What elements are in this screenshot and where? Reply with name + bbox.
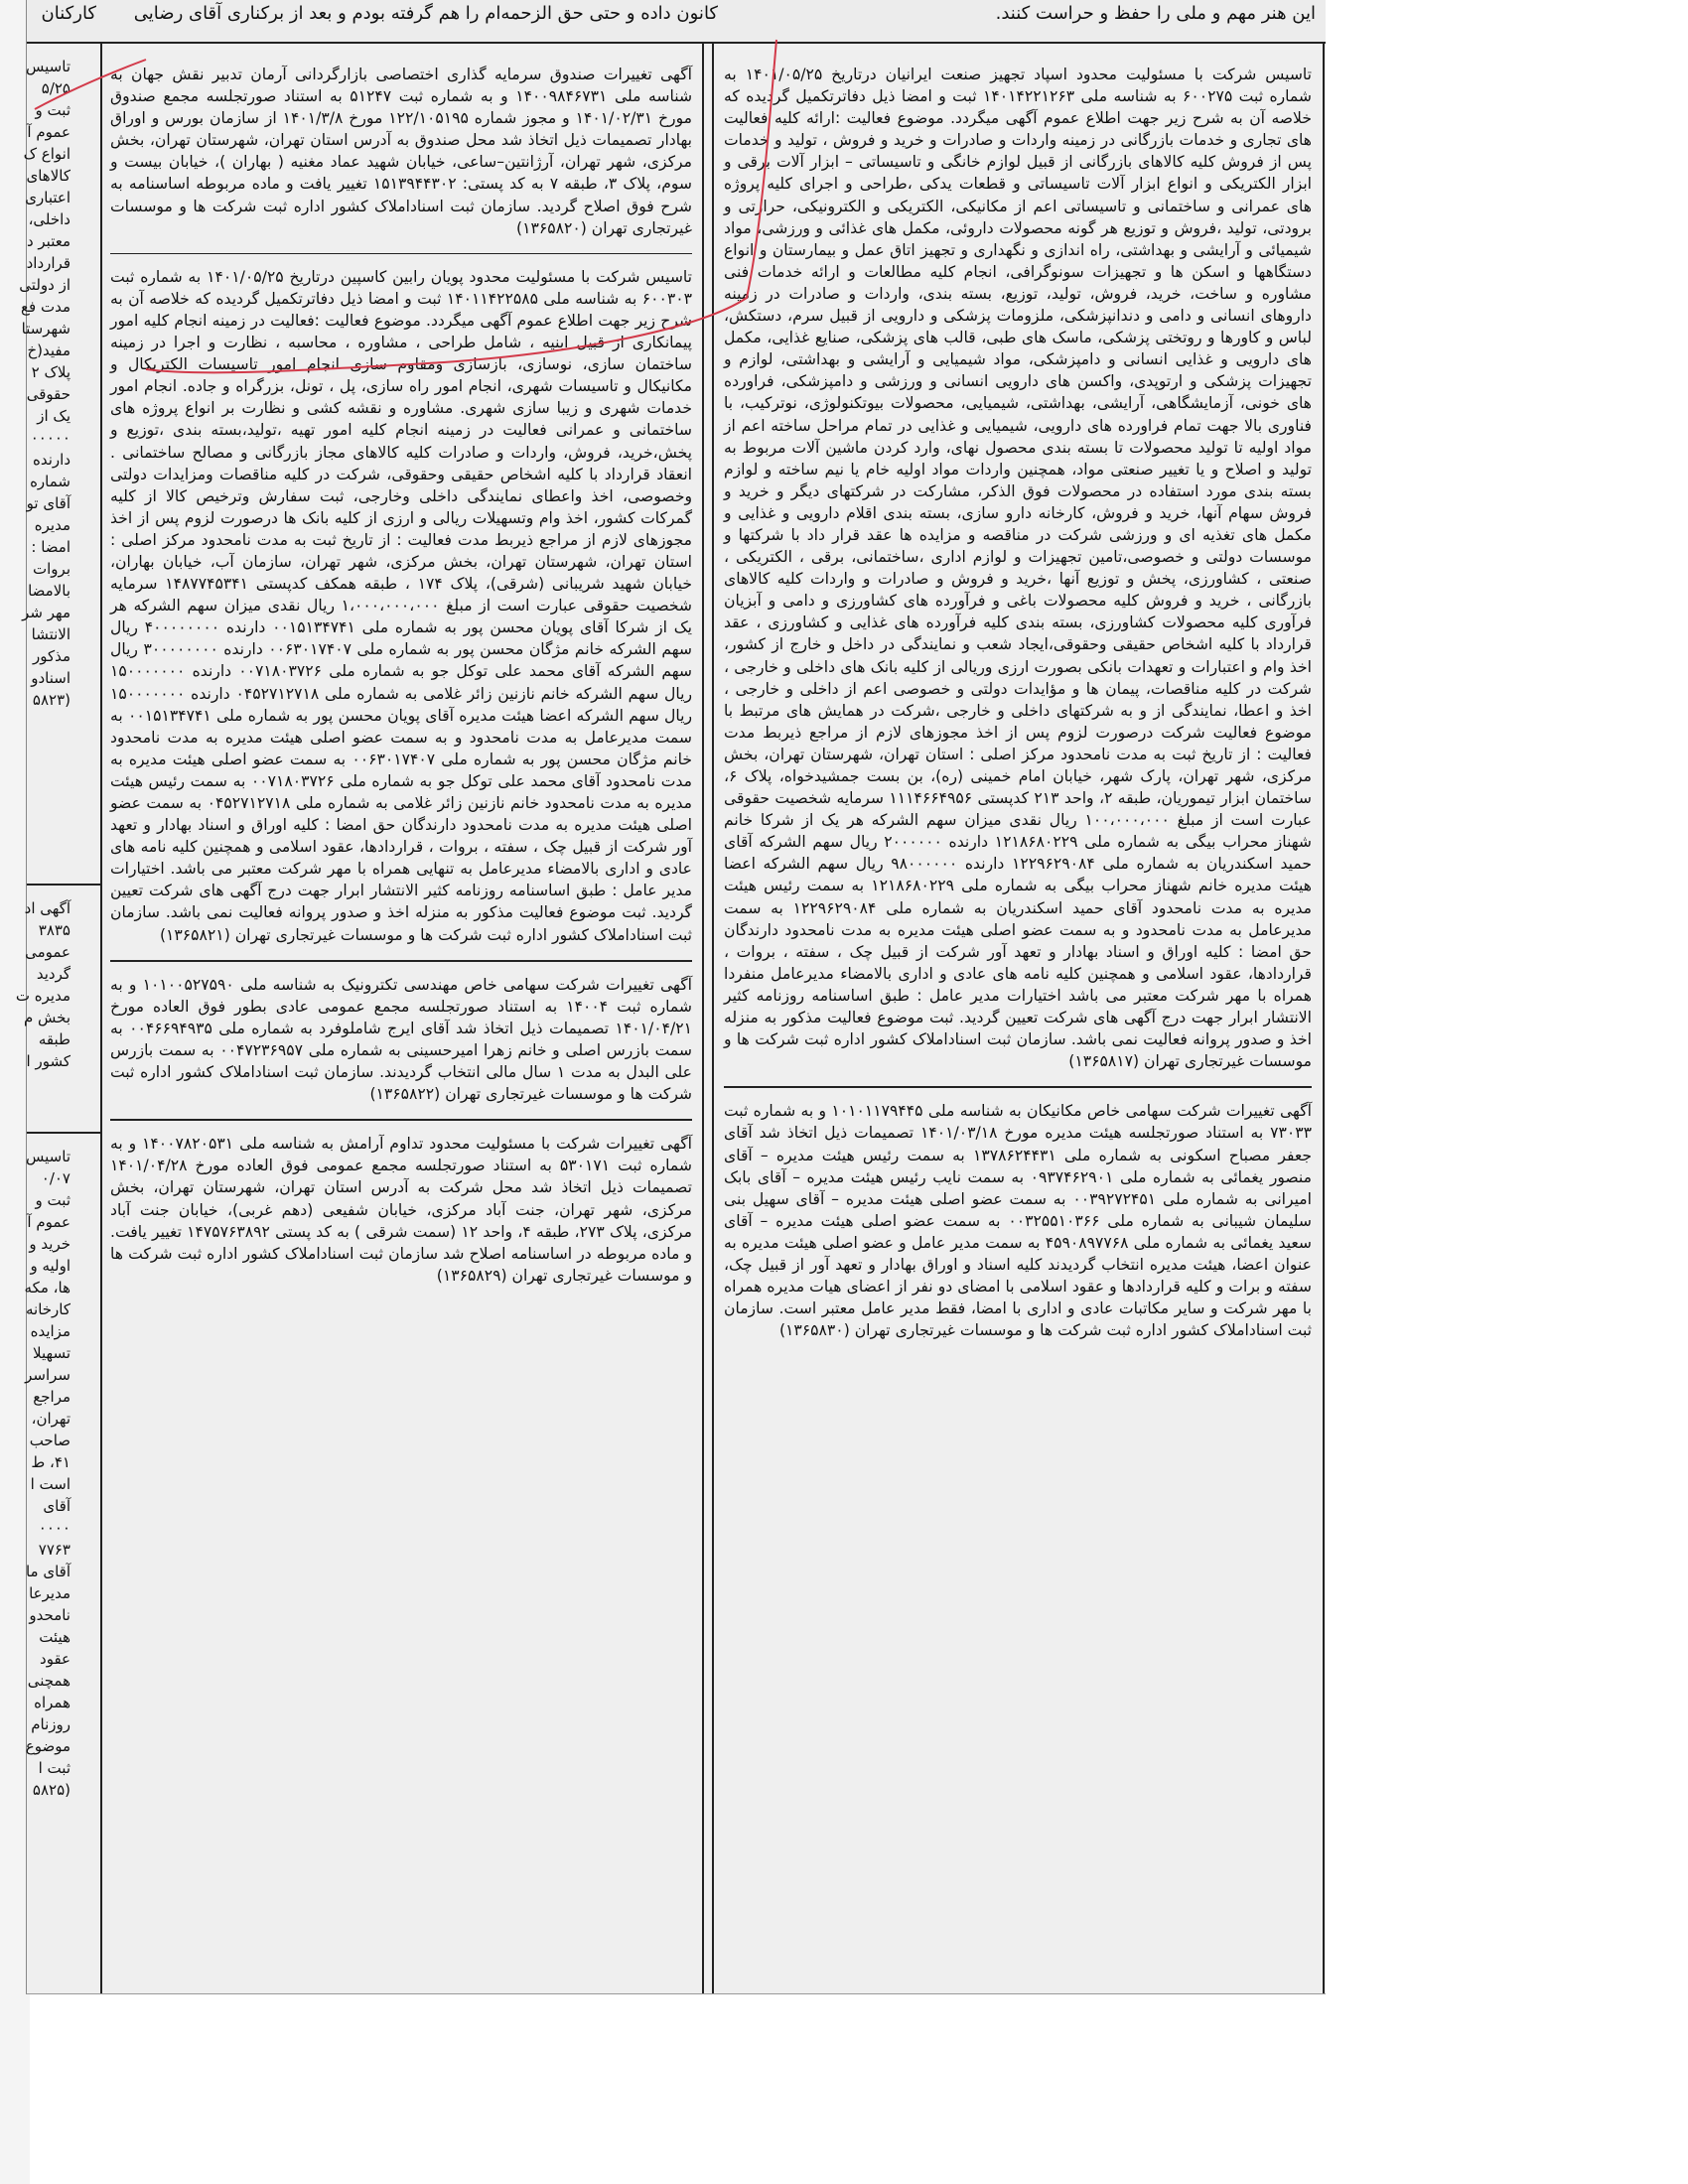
- column-divider-right: [1323, 44, 1325, 1993]
- notice-mechanican: آگهی تغییرات شرکت سهامی خاص مکانیکان به شناسه ملی ۱۰۱۰۱۱۷۹۴۴۵ و به شماره ثبت ۷۳۰۳۳ به استناد صورتجلسه هیئت مدیره مورخ ۱۴۰۱/۰۳/۱۸ تصمیمات ذیل اتخاذ شد آقای جعفر مصباح اسکونی به شماره ملی ۱۳۷۸۶۲۴۴۳۱ به سمت رئیس هیئت مدیره – آقای منصور یغمائی به شماره ملی ۰۹۳۷۴۶۲۹۰۱ به سمت نایب رئیس هیئت مدیره – آقای بابک امیرانی به شماره ملی ۰۰۳۹۲۷۲۴۵۱ به سمت عضو اصلی هیئت مدیره – آقای سهیل بنی سلیمان شیبانی به شماره ملی ۰۰۳۲۵۵۱۰۳۶۶ به سمت عضو اصلی هیئت مدیره – آقای سعید یغمائی به شماره ملی ۴۵۹۰۸۹۷۷۶۸ به سمت مدیر عامل و عضو اصلی هیئت مدیره به عنوان اعضا، هیئت مدیره انتخاب گردیدند کلیه اسناد و اوراق بهادار و تعهد آور از قبیل چک، سفته و برات و کلیه قراردادها و عقود اسلامی با امضای دو نفر از اعضای هیات مدیره همراه با مهر شرکت و سایر مکاتبات عادی و اداری با امضا، فقط مدیر عامل معتبر است. سازمان ثبت اسناداملاک کشور اداره ثبت شرکت ها و موسسات غیرتجاری تهران (۱۳۶۵۸۳۰): [724, 1102, 1312, 1340]
- middle-column: [110, 64, 692, 1979]
- left-column-separator-2: [27, 1132, 100, 1134]
- notice-tadavom-aramesh: آگهی تغییرات شرکت با مسئولیت محدود تداوم آرامش به شناسه ملی ۱۴۰۰۷۸۲۰۵۳۱ و به شماره ثبت ۵۳۰۱۷۱ به استناد صورتجلسه مجمع عمومی فوق العاده مورخ ۱۴۰۱/۰۴/۲۸ تصمیمات ذیل اتخاذ شد محل شرکت به آدرس استان تهران، شهرستان تهران، بخش مرکزی، شهر تهران، جنت آباد مرکزی، خیابان شفیعی (دهم غربی)، خیابان جنت آباد مرکزی، پلاک ۲۷۳، طبقه ۴، واحد ۱۲ (سمت شرقی ) به کد پستی ۱۴۷۵۷۶۳۸۹۲ تغییر یافت. و ماده مربوطه در اساسنامه اصلاح شد سازمان ثبت اسناداملاک کشور اداره ثبت شرکت ها و موسسات غیرتجاری تهران (۱۳۶۵۸۲۹): [110, 1135, 692, 1285]
- left-column-fragments-bottom: تاسیس ۰/۰۷ ثبت و عموم آ خرید و اولیه و ها، مکه کارخانه مزایده تسهیلا سراسر مراجع تهران، صاحب ۴۱، ط است ا آقای ۰۰۰۰ ۷۷۶۳ آقای ما مدیرعا نامحدو هیئت عقود همچنی همراه روزنام موضوع ثبت ا (۵۸۲۵: [24, 1148, 70, 1799]
- header-left-text: کارکنان: [41, 3, 96, 24]
- top-strip-middle: [100, 0, 728, 44]
- header-right-text: این هنر مهم و ملی را حفظ و حراست کنند.: [995, 3, 1316, 24]
- top-strip-left: [27, 0, 100, 44]
- column-divider-left: [100, 44, 102, 1993]
- column-divider-middle-left: [702, 44, 704, 1993]
- top-strip-right: [728, 0, 1326, 44]
- notice-separator: [110, 960, 692, 962]
- header-middle-text: کانون داده و حتی حق الزحمه‌ام را هم گرفته بودم و بعد از برکناری آقای رضایی: [133, 3, 718, 24]
- left-column-fragments-top: تاسیس ۵/۲۵ ثبت و عموم آ انواع ک کالاهای اعتباری داخلی، معتبر د قرارداد از دولتی مدت فع شهرستا مفید(خ پلاک ۲ حقوقی یک از ۰۰۰۰۰ دارنده شماره آقای تو مدیره امضا : بروات بالامضا مهر شر الانتشا مذکور اسنادو (۵۸۲۳: [19, 58, 70, 709]
- notice-arman-tadbir: آگهی تغییرات صندوق سرمایه گذاری اختصاصی بازارگردانی آرمان تدبیر نقش جهان به شناسه ملی ۱۴۰۰۹۸۴۶۷۳۱ و به شماره ثبت ۵۱۲۴۷ به استناد صورتجلسه مجمع صندوق مورخ ۱۴۰۱/۰۲/۳۱ و مجوز شماره ۱۲۲/۱۰۵۱۹۵ مورخ ۱۴۰۱/۳/۸ از سازمان بورس و اوراق بهادار تصمیمات ذیل اتخاذ شد محل صندوق به آدرس استان تهران، شهرستان تهران، بخش مرکزی، شهر تهران، آرژانتین–ساعی، خیابان شهید عماد مغنیه ( بهاران )، خیابان بیست و سوم، پلاک ۳، طبقه ۷ به کد پستی: ۱۵۱۳۹۴۴۳۰۲ تغییر یافت و ماده مربوطه اساسنامه به شرح فوق اصلاح گردید. سازمان ثبت اسناداملاک کشور اداره ثبت شرکت ها و موسسات غیرتجاری تهران (۱۳۶۵۸۲۰): [110, 66, 693, 237]
- notice-pouyan-rabin-caspian: تاسیس شرکت با مسئولیت محدود پویان رابین کاسپین درتاریخ ۱۴۰۱/۰۵/۲۵ به شماره ثبت ۶۰۰۳۰۳ به شناسه ملی ۱۴۰۱۱۴۲۲۵۸۵ ثبت و امضا ذیل دفاترتکمیل گردیده که خلاصه آن به شرح زیر جهت اطلاع عموم آگهی میگردد. موضوع فعالیت :فعالیت در زمینه انجام کلیه امور پیمانکاری از قبیل ابنیه ، شامل طراحی ، مشاوره ، محاسبه ، نظارت و اجرا در زمینه ساختمان سازی، نوسازی، بازسازی ومقاوم سازی انجام امور تاسیسات الکتریکال و مکانیکال و تاسیسات شهری، انجام امور راه سازی، پل ، تونل، بزرگراه و جاده. انجام امور خدمات شهری و زیبا سازی شهری. مشاوره و نقشه کشی و نظارت بر انواع پروژه های ساختمانی و عمرانی فعالیت در زمینه انجام کلیه امور تهیه ،تولید،بسته بندی ،توزیع و پخش،خرید، فروش، واردات و صادرات کلیه کالاهای مجاز بازرگانی و مصالح ساختمانی . انعقاد قرارداد با کلیه اشخاص حقیقی وحقوقی، شرکت در کلیه مناقصات ومزایدات دولتی وخصوصی، اخذ واعطای نمایندگی داخلی وخارجی، ثبت سفارش وترخیص کالا از کلیه گمرکات کشور، اخذ وام وتسهیلات ریالی و ارزی از کلیه بانک ها درصورت لزوم پس از اخذ مجوزهای لازم از مراجع ذیربط مدت فعالیت : از تاریخ ثبت به مدت نامحدود مرکز اصلی : استان تهران، شهرستان تهران، بخش مرکزی، شهر تهران، سازمان آب، خیابان بهاران، خیابان شهید شریبانی (شرقی)، پلاک ۱۷۴ ، طبقه همکف کدپستی ۱۴۸۷۷۴۵۳۴۱ سرمایه شخصیت حقوقی عبارت است از مبلغ ۱،۰۰۰،۰۰۰،۰۰۰ ریال نقدی میزان سهم الشرکه هر یک از شرکا آقای پویان محسن پور به شماره ملی ۰۰۱۵۱۳۴۷۴۱ دارنده ۴۰۰۰۰۰۰۰۰ ریال سهم الشرکه خانم مژگان محسن پور به شماره ملی ۰۰۶۳۰۱۷۴۰۷ دارنده ۳۰۰۰۰۰۰۰۰ ریال سهم الشرکه آقای محمد علی توکل جو به شماره ملی ۰۰۷۱۸۰۳۷۲۶ دارنده ۱۵۰۰۰۰۰۰۰ ریال سهم الشرکه خانم نازنین زائر غلامی به شماره ملی ۰۴۵۲۷۱۲۷۱۸ دارنده ۱۵۰۰۰۰۰۰۰ ریال سهم الشرکه اعضا هیئت مدیره آقای پویان محسن پور به شماره ملی ۰۰۱۵۱۳۴۷۴۱ به سمت مدیرعامل به مدت نامحدود و به سمت عضو اصلی هیئت مدیره به مدت نامحدود خانم مژگان محسن پور به شماره ملی ۰۰۶۳۰۱۷۴۰۷ به سمت عضو اصلی هیئت مدیره به مدت نامحدود آقای محمد علی توکل جو به شماره ملی ۰۰۷۱۸۰۳۷۲۶ به سمت رئیس هیئت مدیره به مدت نامحدود خانم نازنین زائر غلامی به شماره ملی ۰۴۵۲۷۱۲۷۱۸ به سمت عضو اصلی هیئت مدیره به مدت نامحدود دارندگان حق امضا : کلیه اوراق و اسناد بهادار و تعهد آور شرکت از قبیل چک ، سفته ، بروات ، قراردادها، عقود اسلامی و همچنین کلیه نامه های عادی و اداری بالامضاء مدیرعامل به تنهایی همراه با مهر شرکت معتبر می باشد. اختیارات مدیر عامل : طبق اساسنامه روزنامه کثیر الانتشار ابرار جهت درج آگهی های شرکت تعیین گردید. ثبت موضوع فعالیت مذکور به منزله اخذ و صدور پروانه فعالیت نمی باشد. سازمان ثبت اسناداملاک کشور اداره ثبت شرکت ها و موسسات غیرتجاری تهران (۱۳۶۵۸۲۱): [110, 267, 693, 944]
- left-column-fragments-mid: آگهی اد ۳۸۳۵ عمومی گردید مدیره ت بخش م طبقه کشور ا: [15, 899, 70, 1070]
- right-column: [724, 64, 1312, 1979]
- left-column-separator-1: [27, 884, 100, 886]
- column-divider-middle-right: [712, 44, 714, 1993]
- newspaper-clipping: [15, 0, 1326, 1994]
- notice-techtronic: آگهی تغییرات شرکت سهامی خاص مهندسی تکترونیک به شناسه ملی ۱۰۱۰۰۵۲۷۵۹۰ و به شماره ثبت ۱۴۰۰۴ به استناد صورتجلسه مجمع عمومی عادی بطور فوق العاده مورخ ۱۴۰۱/۰۴/۲۱ تصمیمات ذیل اتخاذ شد آقای ایرج شاملوفرد به شماره ملی ۰۰۴۶۶۹۴۹۳۵ به سمت بازرس اصلی و خانم زهرا امیرحسینی به شماره ملی ۰۰۴۷۲۳۶۹۵۷ به سمت بازرس علی البدل به مدت ۱ سال مالی انتخاب گردیدند. سازمان ثبت اسناداملاک کشور اداره ثبت شرکت ها و موسسات غیرتجاری تهران (۱۳۶۵۸۲۲): [110, 975, 692, 1104]
- notice-separator: [724, 1086, 1312, 1088]
- notice-espad-tajhiz: تاسیس شرکت با مسئولیت محدود اسپاد تجهیز صنعت ایرانیان درتاریخ ۱۴۰۱/۰۵/۲۵ به شماره ثبت ۶۰۰۲۷۵ به شناسه ملی ۱۴۰۱۴۲۲۱۲۶۳ ثبت و امضا ذیل دفاترتکمیل گردیده که خلاصه آن به شرح زیر جهت اطلاع عموم آگهی میگردد. موضوع فعالیت :ارائه کلیه فعالیت های تجاری و خدمات بازرگانی در زمینه واردات و صادرات و خرید و فروش ، تولید و خدمات پس از فروش کلیه کالاهای بازرگانی از قبیل لوازم خانگی و تاسیساتی – ابزار آلات برقی و ابزار الکتریکی و انواع ابزار آلات تاسیساتی و قطعات یدکی ،طراحی و اجرای کلیه پروژه های عمرانی و ساختمانی و تاسیساتی اعم از مکانیکی، الکتریکی و الکترونیکی، حرارتی و برودتی، تولید ،فروش و توزیع هر گونه محصولات داروئی، مکمل های غذائی و ورزشی، مواد شیمیائی و آرایشی و بهداشتی، راه اندازی و نگهداری و تجهیز اتاق عمل و بیمارستان و انواع دستگاهها و اسکن ها و تجهیزات سونوگرافی، انجام کلیه مطالعات و ارائه خدمات فنی مشاوره و ساخت، خرید، فروش، تولید، توزیع، بسته بندی، واردات و صادرات در زمینه داروهای انسانی و دامی و دندانپزشکی، ملزومات پزشکی و دارویی از قبیل سرم، دستکش، لباس و کاورها و روتختی پزشکی، ماسک های طبی، قالب های پزشکی، صنایع غذایی، مکمل های دارویی و غذایی انسانی و دامپزشکی، مواد شیمیایی و آرایشی و بهداشتی، لوازم و تجهیزات پزشکی و ارتوپدی، واکسن های دارویی انسانی و ورزشی و دامپزشکی، فراورده های خونی، آزمایشگاهی، آرایشی، بهداشتی، شیمیایی، محصولات بیوتکنولوژی، نوترکیب، با فناوری بالا جهت تمام فراورده های دارویی، شیمیایی و غذایی در تمام مراحل ساخته اعم از مواد اولیه تا تولید محصولات تا بسته بندی محصول نهای، وارد کردن ماشین آلات مربوط به تولید و اصلاح و یا تغییر صنعتی مواد، همچنین واردات مواد اولیه خام یا نیم ساخته و لوازم بسته بندی مورد استفاده در محصولات فوق الذکر، مشارکت در شرکتهای دیگر و خرید و فروش سهام آنها، خرید و فروش، کارخانه دارو سازی، بسته بندی اقلام دارویی و غذایی و مکمل های تغذیه ای و ورزشی شرکت در مناقصه و مزایده ها عقد قرار داد با شرکتها و موسسات دولتی و خصوصی،تامین تجهیزات و لوازم اداری ،ساختمانی، برقی ، الکتریکی ، صنعتی ، کشاورزی، پخش و توزیع آنها ،خرید و فروش و صادرات و واردات کلیه کالاهای بازرگانی ، خرید و فروش کلیه محصولات باغی و فرآورده های کشاورزی و دامی و آبزیان فرآوری کلیه محصولات کشاورزی، بسته بندی کلیه فرآورده های غذایی و کشاورزی ، عقد قرارداد با کلیه اشخاص حقیقی وحقوقی،ایجاد شعب و نمایندگی در داخل و خارج از کشور، اخذ وام و اعتبارات و تعهدات بانکی بصورت ارزی وریالی از کلیه بانک های داخلی و خارجی ، شرکت در کلیه مناقصات، پیمان ها و مؤایدات دولتی و خصوصی اعم از داخلی و خارجی ، اخذ و اعطا، نمایندگی از و به شرکتهای داخلی و خارجی ،شرکت در همایش های مرتبط با موضوع فعالیت شرکت درصورت لزوم پس از اخذ مجوزهای لازم از مراجع ذیربط مدت فعالیت : از تاریخ ثبت به مدت نامحدود مرکز اصلی : استان تهران، شهرستان تهران، بخش مرکزی، شهر تهران، پارک شهر، خیابان امام خمینی (ره)، بن بست جمشیدخواه، پلاک ۶، ساختمان ابزار تیموریان، طبقه ۲، واحد ۲۱۳ کدپستی ۱۱۱۴۶۶۴۹۵۶ سرمایه شخصیت حقوقی عبارت است از مبلغ ۱۰۰،۰۰۰،۰۰۰ ریال نقدی میزان سهم الشرکه هر یک از شرکا خانم شهناز محراب بیگی به شماره ملی ۱۲۱۸۶۸۰۲۲۹ دارنده ۲۰۰۰۰۰۰ ریال سهم الشرکه آقای حمید اسکندریان به شماره ملی ۱۲۲۹۶۲۹۰۸۴ دارنده ۹۸۰۰۰۰۰۰ ریال سهم الشرکه اعضا هیئت مدیره خانم شهناز محراب بیگی به شماره ملی ۱۲۱۸۶۸۰۲۲۹ به سمت رئیس هیئت مدیره به مدت نامحدود آقای حمید اسکندریان به شماره ملی ۱۲۲۹۶۲۹۰۸۴ به سمت مدیرعامل به مدت نامحدود و به سمت عضو اصلی هیئت مدیره به مدت نامحدود دارندگان حق امضا : کلیه اوراق و اسناد بهادار و تعهد آور شرکت از قبیل چک ، سفته ، بروات ، قراردادها، عقود اسلامی و همچنین کلیه نامه های عادی و اداری بالامضاء مدیرعامل منفردا همراه با مهر شرکت معتبر می باشد اختیارات مدیر عامل : طبق اساسنامه روزنامه کثیر الانتشار ابرار جهت درج آگهی های شرکت تعیین گردید. ثبت موضوع فعالیت مذکور به منزله اخذ و صدور پروانه فعالیت نمی باشد. سازمان ثبت اسناداملاک کشور اداره ثبت شرکت ها و موسسات غیرتجاری تهران (۱۳۶۵۸۱۷): [724, 66, 1313, 1071]
- notice-separator: [110, 1119, 692, 1121]
- notice-separator: [110, 253, 692, 254]
